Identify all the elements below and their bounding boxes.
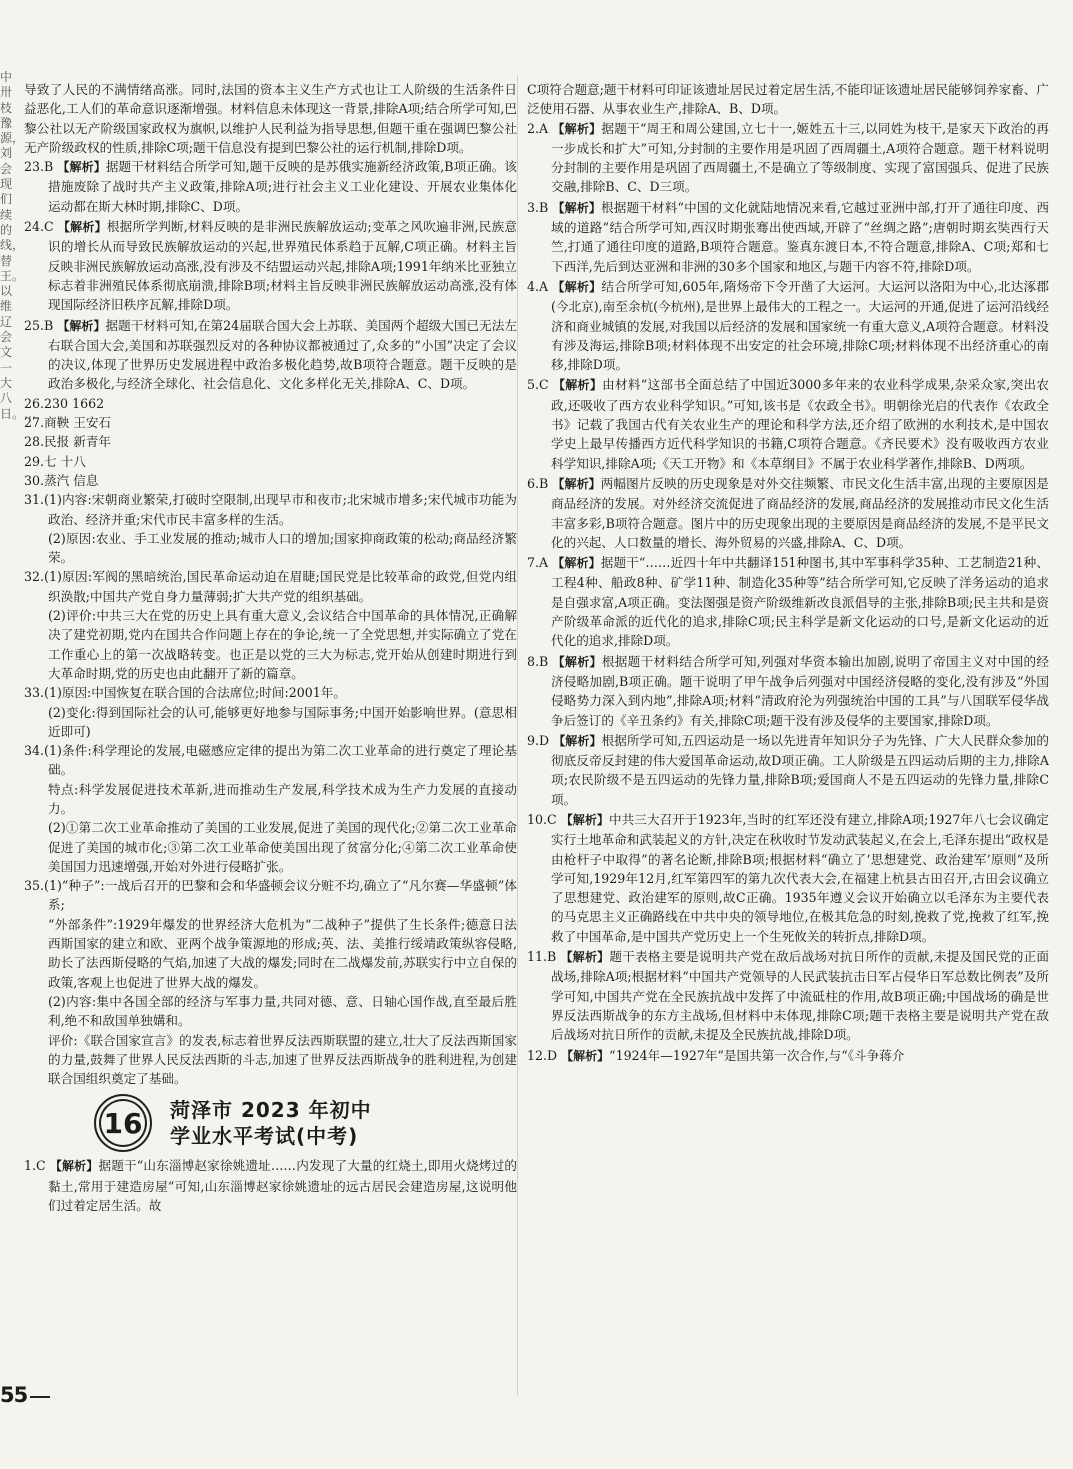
answer-item (527, 652, 1049, 730)
left-column (24, 80, 517, 1392)
answer-text: (2)①第二次工业革命推动了美国的工业发展,促进了美国的现代化;②第二次工业革命促进了美国的城市化;③第二次工业革命使美国出现了贫富分化;④第二次工业革命使美国国力迅速增强,开始对外进行侵略扩张。 (48, 820, 517, 874)
answer-item (527, 474, 1049, 552)
answer-number: 35. (24, 878, 45, 894)
analysis-tag: 【解析】 (552, 279, 602, 294)
answer-item (24, 157, 517, 216)
answer-number: 9.D (527, 732, 550, 748)
answer-number: 29. (24, 453, 45, 469)
answer-text: (2)变化:得到国际社会的认可,能够更好地参与国际事务;中国开始影响世界。(意思相近即可) (48, 704, 517, 739)
long-answer-part (24, 490, 517, 529)
answer-text: 据题干材料结合所学可知,题干反映的是苏俄实施新经济政策,B项正确。该措施废除了战时共产主义政策,排除A项;进行社会主义工业化建设、开展农业集体化运动都在斯大林时期,排除C、D项。 (48, 159, 517, 214)
analysis-tag: 【解析】 (561, 1048, 610, 1063)
answer-number: 34. (24, 743, 45, 759)
analysis-tag: 【解析】 (560, 950, 610, 965)
answer-text: 商鞅 王安石 (44, 415, 112, 431)
answer-text: 根据所学判断,材料反映的是非洲民族解放运动;变革之风吹遍非洲,民族意识的增长从而导致民族解放运动的兴起,世界殖民体系趋于瓦解,C项正确。材料主旨反映非洲民族解放运动高涨,没有涉及不结盟运动兴起,排除A项;1991年纳米比亚独立标志着非洲殖民体系彻底崩溃,排除B项;材料主旨反映非洲民族解放运动高涨,没有体现国际经济旧秩序瓦解,排除D项。 (48, 219, 517, 313)
answer-number: 3.B (527, 199, 549, 215)
left-answer-list (24, 157, 517, 394)
answer-number: 28. (24, 434, 45, 450)
long-answer-part (24, 606, 517, 683)
answer-text: 据题干“山东淄博赵家徐姚遗址……内发现了大量的红烧土,即用火烧烤过的黏土,常用于建造房屋”可知,山东淄博赵家徐姚遗址的远古居民会建造房屋,这说明他们过着定居生活。故 (48, 1158, 517, 1214)
long-answer-part (24, 818, 517, 876)
answer-text: (1)原因:军阀的黑暗统治,国民革命运动迫在眉睫;国民党是比较革命的政党,但党内组织涣散;中国共产党自身力量薄弱;扩大共产党的组织基础。 (44, 569, 517, 604)
answer-text: 根据题干材料“中国的文化就陆地情况来看,它越过亚洲中部,打开了通往印度、西域的道路”结合所学可知,西汉时期张骞出使西域,开辟了“丝绸之路”;唐朝时期玄奘西行天竺,打通了通往印度的道路,B项符合题意。鉴真东渡日本,不符合题意,排除A、C项;郑和七下西洋,先后到达亚洲和非洲的30多个国家和地区,与题干内容不符,排除D项。 (551, 199, 1049, 274)
answer-text: 蒸汽 信息 (44, 472, 99, 488)
analysis-tag: 【解析】 (57, 318, 106, 333)
section-number-badge: 16 (94, 1094, 152, 1152)
answer-item (527, 810, 1049, 946)
analysis-tag: 【解析】 (57, 160, 106, 175)
answer-text: 据题干“周王和周公建国,立七十一,姬姓五十三,以同姓为枝干,是家天下政治的再一步成长和扩大”可知,分封制的主要作用是巩固了西周疆土,A项符合题意。题干材料说明分封制的主要作用是巩固了西周疆土,不是确立了等级制度、实现了富国强兵、促进了民族交融,排除B、C、D三项。 (551, 120, 1049, 195)
section-heading (94, 1094, 517, 1152)
analysis-tag: 【解析】 (552, 121, 602, 136)
section-title (170, 1097, 372, 1149)
answer-number: 1.C (24, 1158, 46, 1174)
section-title-line1: 菏泽市 2023 年初中 (170, 1098, 372, 1123)
short-answer (24, 471, 517, 490)
answer-number: 10.C (527, 811, 557, 827)
long-answer-part (24, 741, 517, 780)
answer-number: 23.B (24, 159, 54, 175)
long-answer-part (24, 529, 517, 568)
answer-number: 31. (24, 492, 45, 508)
answer-number: 8.B (527, 653, 549, 669)
answer-number: 7.A (527, 555, 549, 571)
answer-number: 33. (24, 685, 45, 701)
long-answer-part (24, 992, 517, 1031)
answer-text: (2)内容:集中各国全部的经济与军事力量,共同对德、意、日轴心国作战,直至最后胜利,绝不和敌国单独媾和。 (48, 993, 517, 1029)
answer-number: 5.C (527, 377, 549, 393)
long-answer-part (24, 683, 517, 702)
answer-item (24, 217, 517, 314)
column-fold-line (517, 75, 518, 1395)
right-column (527, 80, 1049, 1398)
answer-number: 24.C (24, 219, 54, 235)
analysis-tag: 【解析】 (49, 1159, 99, 1174)
answer-number: 2.A (527, 120, 549, 136)
long-answer-part (24, 1031, 517, 1089)
short-answer (24, 413, 517, 432)
answer-number: 4.A (527, 278, 549, 294)
right-answer-list (527, 119, 1049, 1066)
answer-text: 根据题干材料结合所学可知,列强对华资本输出加剧,说明了帝国主义对中国的经济侵略加剧,B项正确。题干说明了甲午战争后列强对中国经济侵略的变化,没有涉及“外国侵略势力深入到内地”,排除A项;材料“清政府沦为列强统治中国的工具”与八国联军侵华战争后签订的《辛丑条约》有关,排除C项;题干没有涉及侵华的主要国家,排除D项。 (551, 653, 1049, 728)
analysis-tag: 【解析】 (552, 378, 603, 393)
answer-number: 32. (24, 569, 45, 585)
answer-text: 结合所学可知,605年,隋炀帝下令开凿了大运河。大运河以洛阳为中心,北达涿郡(今北京),南至余杭(今杭州),是世界上最伟大的工程之一。大运河的开通,促进了运河沿线经济和商业城镇的发展,对我国以后经济的发展和国家统一有重大意义,A项符合题意。材料没有涉及海运,排除B项;材料体现不出安定的社会环境,排除C项;材料体现不出经济重心的南移,排除D项。 (551, 278, 1049, 373)
short-answer (24, 394, 517, 413)
answer-number: 27. (24, 415, 45, 431)
analysis-tag: 【解析】 (552, 476, 601, 491)
right-intro-paragraph: C项符合题意;题干材料可印证该遗址居民过着定居生活,不能印证该遗址居民能够饲养家畜、广泛使用石器、从事农业生产,排除A、B、D项。 (527, 82, 1049, 117)
answer-text: 根据所学可知,五四运动是一场以先进青年知识分子为先锋、广大人民群众参加的彻底反帝反封建的伟大爱国革命运动,故D项正确。工人阶级是五四运动后期的主力,排除A项;农民阶级不是五四运动的先锋力量,排除B项;爱国商人不是五四运动的先锋力量,排除C项。 (551, 732, 1049, 807)
long-answer-part (24, 567, 517, 606)
long-answer-part (24, 703, 517, 742)
answer-item (24, 1156, 517, 1215)
answer-text: “1924年—1927年”是国共第一次合作,与“《斗争蒋介 (609, 1047, 905, 1063)
answer-text: (1)内容:宋朝商业繁荣,打破时空限制,出现早市和夜市;北宋城市增多;宋代城市功能为政治、经济并重;宋代市民丰富多样的生活。 (44, 492, 517, 527)
answer-item (527, 1046, 1049, 1066)
answer-item (527, 375, 1049, 472)
short-answer (24, 432, 517, 451)
answer-text: “外部条件”:1929年爆发的世界经济大危机为“二战种子”提供了生长条件;德意日法西斯国家的建立和欧、亚两个战争策源地的形成;英、法、美推行绥靖政策纵容侵略,助长了法西斯侵略的气焰,加速了大战的爆发;同时在二战爆发前,苏联实行中立自保的政策,客观上也促进了世界大战的爆发。 (48, 916, 517, 990)
short-answer-list (24, 394, 517, 490)
answer-text: (1)“种子”:一战后召开的巴黎和会和华盛顿会议分赃不均,确立了“凡尔赛—华盛顿”体系; (44, 878, 517, 913)
left-intro-paragraph: 导致了人民的不满情绪高涨。同时,法国的资本主义生产方式也让工人阶级的生活条件日益恶化,工人们的革命意识逐渐增强。材料信息未体现这一背景,排除A项;结合所学可知,巴黎公社以无产阶级国家政权为旗帜,以维护人民利益为指导思想,但题干重在强调巴黎公社无产阶级政权的性质,排除C项;题干信息没有提到巴黎公社的运行机制,排除D项。 (24, 82, 517, 155)
answer-text: 两幅图片反映的历史现象是对外交往频繁、市民文化生活丰富,出现的主要原因是商品经济的发展。对外经济交流促进了商品经济的发展,商品经济的发展推动市民文化生活丰富多彩,B项符合题意。图片中的历史现象出现的主要原因是商品经济的发展,不是平民文化的兴起、人口数量的增长、海外贸易的兴盛,排除A、C、D项。 (551, 475, 1049, 550)
answer-number: 11.B (527, 949, 557, 965)
answer-text: 据题干材料可知,在第24届联合国大会上苏联、美国两个超级大国已无法左右联合国大会,美国和苏联强烈反对的各种协议都被通过了,众多的“小国”决定了会议的决议,体现了世界历史发展进程中政治多极化趋势,故B项符合题意。题干反映的是政治多极化,与经济全球化、社会信息化、文化多样化无关,排除A、C、D项。 (48, 317, 517, 392)
analysis-tag: 【解析】 (552, 654, 602, 669)
answer-text: 特点:科学发展促进技术革新,进而推动生产发展,科学技术成为生产力发展的直接动力。 (48, 781, 517, 816)
answer-text: 七 十八 (44, 453, 86, 469)
answer-text: (2)原因:农业、手工业发展的推动;城市人口的增加;国家抑商政策的松动;商品经济繁荣。 (48, 530, 517, 566)
answer-item (527, 198, 1049, 276)
answer-number: 25.B (24, 317, 54, 333)
answer-text: 中共三大召开于1923年,当时的红军还没有建立,排除A项;1927年八七会议确定实行土地革命和武装起义的方针,决定在秋收时节发动武装起义,在会上,毛泽东提出“政权是由枪杆子中取得”的著名论断,排除B项;根据材料“确立了‘思想建党、政治建军’原则”及所学可知,1929年12月,红军第四军的第九次代表大会,在福建上杭县古田召开,古田会议确立了思想建党、政治建军的原则,故C正确。1935年遵义会议开始确立以毛泽东为主要代表的马克思主义正确路线在中共中央的领导地位,在极其危急的时刻,挽救了党,挽救了红军,挽救了中国革命,是中国共产党历史上一个生死攸关的转折点,排除D项。 (551, 811, 1049, 944)
answer-number: 12.D (527, 1047, 558, 1063)
answer-text: (1)条件:科学理论的发展,电磁感应定律的提出为第二次工业革命的进行奠定了理论基础。 (44, 743, 517, 778)
answer-item (24, 316, 517, 394)
binding-gutter-text: 中卅枝豫源，刘会现们续的线，替王。以维辽会文一大八日。… (0, 70, 37, 421)
page-number: 55 (0, 1383, 28, 1407)
answer-text: 评价:《联合国家宣言》的发表,标志着世界反法西斯联盟的建立,壮大了反法西斯国家的力量,鼓舞了世界人民反法西斯的斗志,加速了世界反法西斯战争的胜利进程,为创建联合国组织奠定了基础。 (48, 1032, 517, 1087)
long-answer-part (24, 780, 517, 819)
long-answer-part (24, 915, 517, 992)
analysis-tag: 【解析】 (552, 200, 602, 215)
answer-text: 230 1662 (44, 395, 105, 411)
answer-text: 据题干“……近四十年中共翻译151种图书,其中军事科学35种、工艺制造21种、工程4种、船政8种、矿学11种、制造化35种等”结合所学可知,它反映了洋务运动的追求是自强求富,A项正确。变法图强是资产阶级维新改良派倡导的主张,排除B项;民主共和是资产阶级革命派的近代化的追求,排除C项;民主科学是新文化运动的口号,是新文化运动的近代化的追求,排除D项。 (551, 555, 1049, 649)
answer-text: 民报 新青年 (44, 434, 112, 450)
section-title-line2: 学业水平考试(中考) (170, 1124, 359, 1149)
analysis-tag: 【解析】 (552, 556, 601, 571)
answer-text: (2)评价:中共三大在党的历史上具有重大意义,会议结合中国革命的具体情况,正确解决了建党初期,党内在国共合作问题上存在的争论,统一了全党思想,并实际确立了党在工作重心上的第一次战略转变。也正是以党的三大为标志,党开始从创建时期进行到大革命时期,党的历史也由此翻开了新的篇章。 (48, 608, 517, 681)
answer-item (527, 947, 1049, 1044)
long-answer-part (24, 876, 517, 915)
answer-item (527, 277, 1049, 374)
answer-text: (1)原因:中国恢复在联合国的合法席位;时间:2001年。 (44, 685, 346, 701)
answer-text: 由材料“这部书全面总结了中国近3000多年来的农业科学成果,杂采众家,突出农政,还吸收了西方农业科学知识。”可知,该书是《农政全书》。明朝徐光启的代表作《农政全书》记载了我国古代有关农业生产的理论和科学方法,还介绍了欧洲的水利技术,是中国农学史上最早传播西方近代科学知识的书籍,C项符合题意。《齐民要术》没有吸收西方农业科学知识,排除A项;《天工开物》和《本草纲目》不属于农业科学著作,排除B、D两项。 (551, 377, 1049, 471)
answer-item (527, 731, 1049, 809)
analysis-tag: 【解析】 (560, 812, 609, 827)
answer-text: 题干表格主要是说明共产党在敌后战场对抗日所作的贡献,未提及国民党的正面战场,排除A项;根据材料“中国共产党领导的人民武装抗击日军占侵华日军总数比例表”及所学可知,中国共产党在全民族抗战中发挥了中流砥柱的作用,故B项正确;中国战场的确是世界反法西斯战争的东方主战场,但材料中未体现,排除C项;题干表格主要是说明共产党在敌后战场对抗日所作的贡献,未提及全民族抗战,排除D项。 (551, 949, 1049, 1043)
answer-item (527, 553, 1049, 650)
analysis-tag: 【解析】 (553, 733, 602, 748)
answer-item (527, 119, 1049, 197)
answer-number: 6.B (527, 475, 549, 491)
answer-number: 30. (24, 472, 45, 488)
answer-number: 26. (24, 395, 45, 411)
analysis-tag: 【解析】 (57, 220, 107, 235)
page-number-rule (30, 1396, 50, 1398)
long-answer-list (24, 490, 517, 1088)
short-answer (24, 452, 517, 471)
